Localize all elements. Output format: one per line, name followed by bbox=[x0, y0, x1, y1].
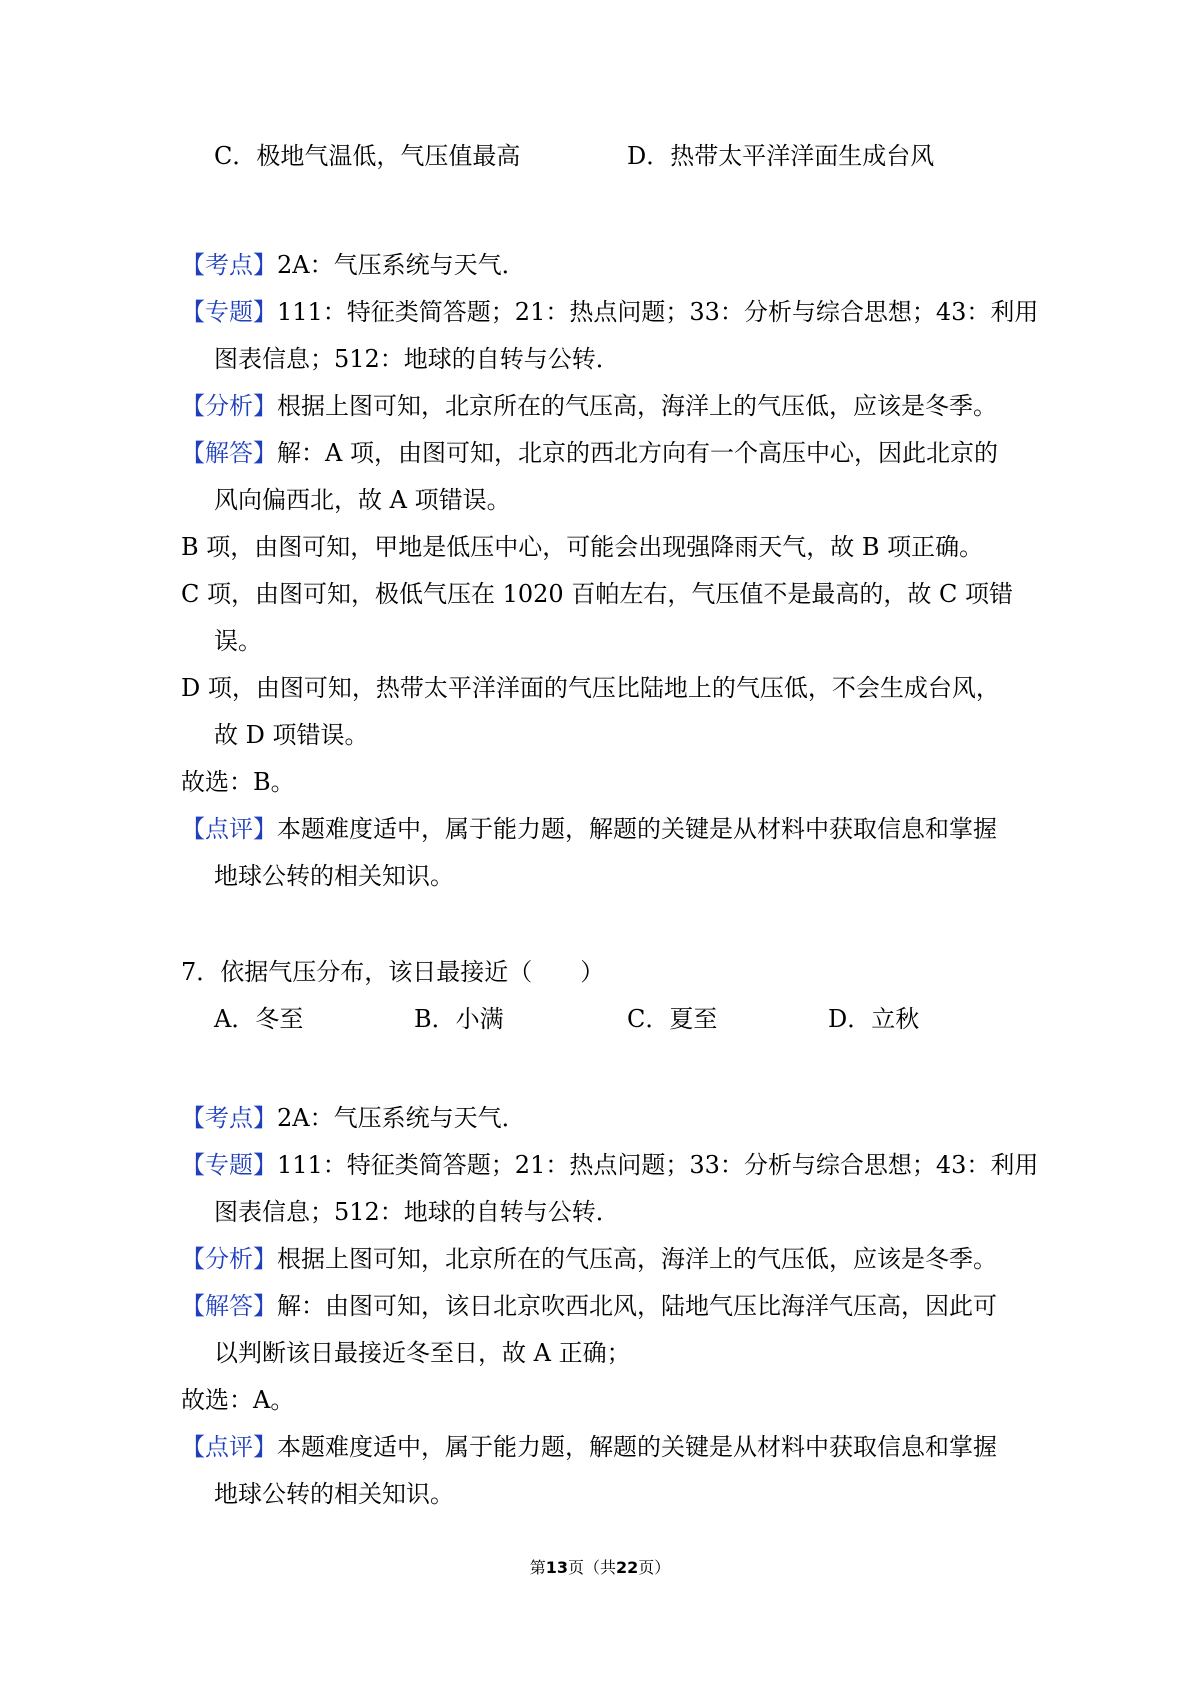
q6-fenxi bbox=[181, 390, 997, 422]
q7-stem: 7．依据气压分布，该日最接近（ ） bbox=[181, 958, 605, 986]
q7-fenxi bbox=[181, 1243, 997, 1275]
kaodian-tag: 【考点】 bbox=[181, 1104, 277, 1132]
kaodian-text: 2A：气压系统与天气． bbox=[277, 1104, 526, 1132]
q6-b-line: B 项，由图可知，甲地是低压中心，可能会出现强降雨天气，故 B 项正确。 bbox=[181, 533, 984, 561]
page-footer bbox=[0, 1556, 1200, 1580]
q7-jieda-cont: 以判断该日最接近冬至日，故 A 正确； bbox=[214, 1339, 631, 1367]
dianping-text: 本题难度适中，属于能力题，解题的关键是从材料中获取信息和掌握 bbox=[277, 815, 997, 843]
zhuanti-tag: 【专题】 bbox=[181, 1151, 277, 1179]
jieda-tag: 【解答】 bbox=[181, 1292, 277, 1320]
q6-option-c: C．极地气温低，气压值最高 bbox=[214, 142, 521, 170]
q6-zhuanti-cont: 图表信息；512：地球的自转与公转． bbox=[214, 345, 620, 373]
q6-d-line: D 项，由图可知，热带太平洋洋面的气压比陆地上的气压低，不会生成台风， bbox=[181, 674, 1000, 702]
q6-c-line-cont: 误。 bbox=[214, 627, 262, 655]
dianping-tag: 【点评】 bbox=[181, 815, 277, 843]
q6-jieda-cont: 风向偏西北，故 A 项错误。 bbox=[214, 486, 511, 514]
q6-option-d: D．热带太平洋洋面生成台风 bbox=[627, 142, 935, 170]
q7-zhuanti bbox=[181, 1149, 1038, 1181]
q6-answer: 故选：B。 bbox=[181, 768, 295, 796]
dianping-text: 本题难度适中，属于能力题，解题的关键是从材料中获取信息和掌握 bbox=[277, 1433, 997, 1461]
kaodian-tag: 【考点】 bbox=[181, 251, 277, 279]
total-page-number: 22 bbox=[616, 1558, 639, 1577]
fenxi-text: 根据上图可知，北京所在的气压高，海洋上的气压低，应该是冬季。 bbox=[277, 1245, 997, 1273]
q7-answer: 故选：A。 bbox=[181, 1386, 295, 1414]
q6-dianping bbox=[181, 813, 997, 845]
current-page-number: 13 bbox=[545, 1558, 568, 1577]
fenxi-tag: 【分析】 bbox=[181, 392, 277, 420]
footer-suffix: 页） bbox=[638, 1558, 671, 1577]
q6-jieda bbox=[181, 437, 998, 469]
q7-dianping bbox=[181, 1431, 997, 1463]
kaodian-text: 2A：气压系统与天气． bbox=[277, 251, 526, 279]
zhuanti-tag: 【专题】 bbox=[181, 298, 277, 326]
q7-option-c: C．夏至 bbox=[627, 1005, 718, 1033]
q7-option-a: A．冬至 bbox=[214, 1005, 304, 1033]
q6-kaodian bbox=[181, 249, 526, 281]
q6-d-line-cont: 故 D 项错误。 bbox=[214, 721, 369, 749]
jieda-tag: 【解答】 bbox=[181, 439, 277, 467]
q7-zhuanti-cont: 图表信息；512：地球的自转与公转． bbox=[214, 1198, 620, 1226]
q7-dianping-cont: 地球公转的相关知识。 bbox=[214, 1480, 454, 1508]
footer-prefix: 第 bbox=[529, 1558, 546, 1577]
q6-zhuanti bbox=[181, 296, 1038, 328]
q7-option-b: B．小满 bbox=[414, 1005, 504, 1033]
jieda-text: 解：由图可知，该日北京吹西北风，陆地气压比海洋气压高，因此可 bbox=[277, 1292, 997, 1320]
dianping-tag: 【点评】 bbox=[181, 1433, 277, 1461]
q7-option-d: D．立秋 bbox=[828, 1005, 920, 1033]
zhuanti-text: 111：特征类简答题；21：热点问题；33：分析与综合思想；43：利用 bbox=[277, 1151, 1039, 1179]
fenxi-tag: 【分析】 bbox=[181, 1245, 277, 1273]
footer-middle: 页（共 bbox=[567, 1558, 616, 1577]
q7-jieda bbox=[181, 1290, 997, 1322]
q7-kaodian bbox=[181, 1102, 526, 1134]
q6-dianping-cont: 地球公转的相关知识。 bbox=[214, 862, 454, 890]
q6-c-line: C 项，由图可知，极低气压在 1020 百帕左右，气压值不是最高的，故 C 项错 bbox=[181, 580, 1013, 608]
fenxi-text: 根据上图可知，北京所在的气压高，海洋上的气压低，应该是冬季。 bbox=[277, 392, 997, 420]
zhuanti-text: 111：特征类简答题；21：热点问题；33：分析与综合思想；43：利用 bbox=[277, 298, 1039, 326]
jieda-text: 解：A 项，由图可知，北京的西北方向有一个高压中心，因此北京的 bbox=[277, 439, 998, 467]
